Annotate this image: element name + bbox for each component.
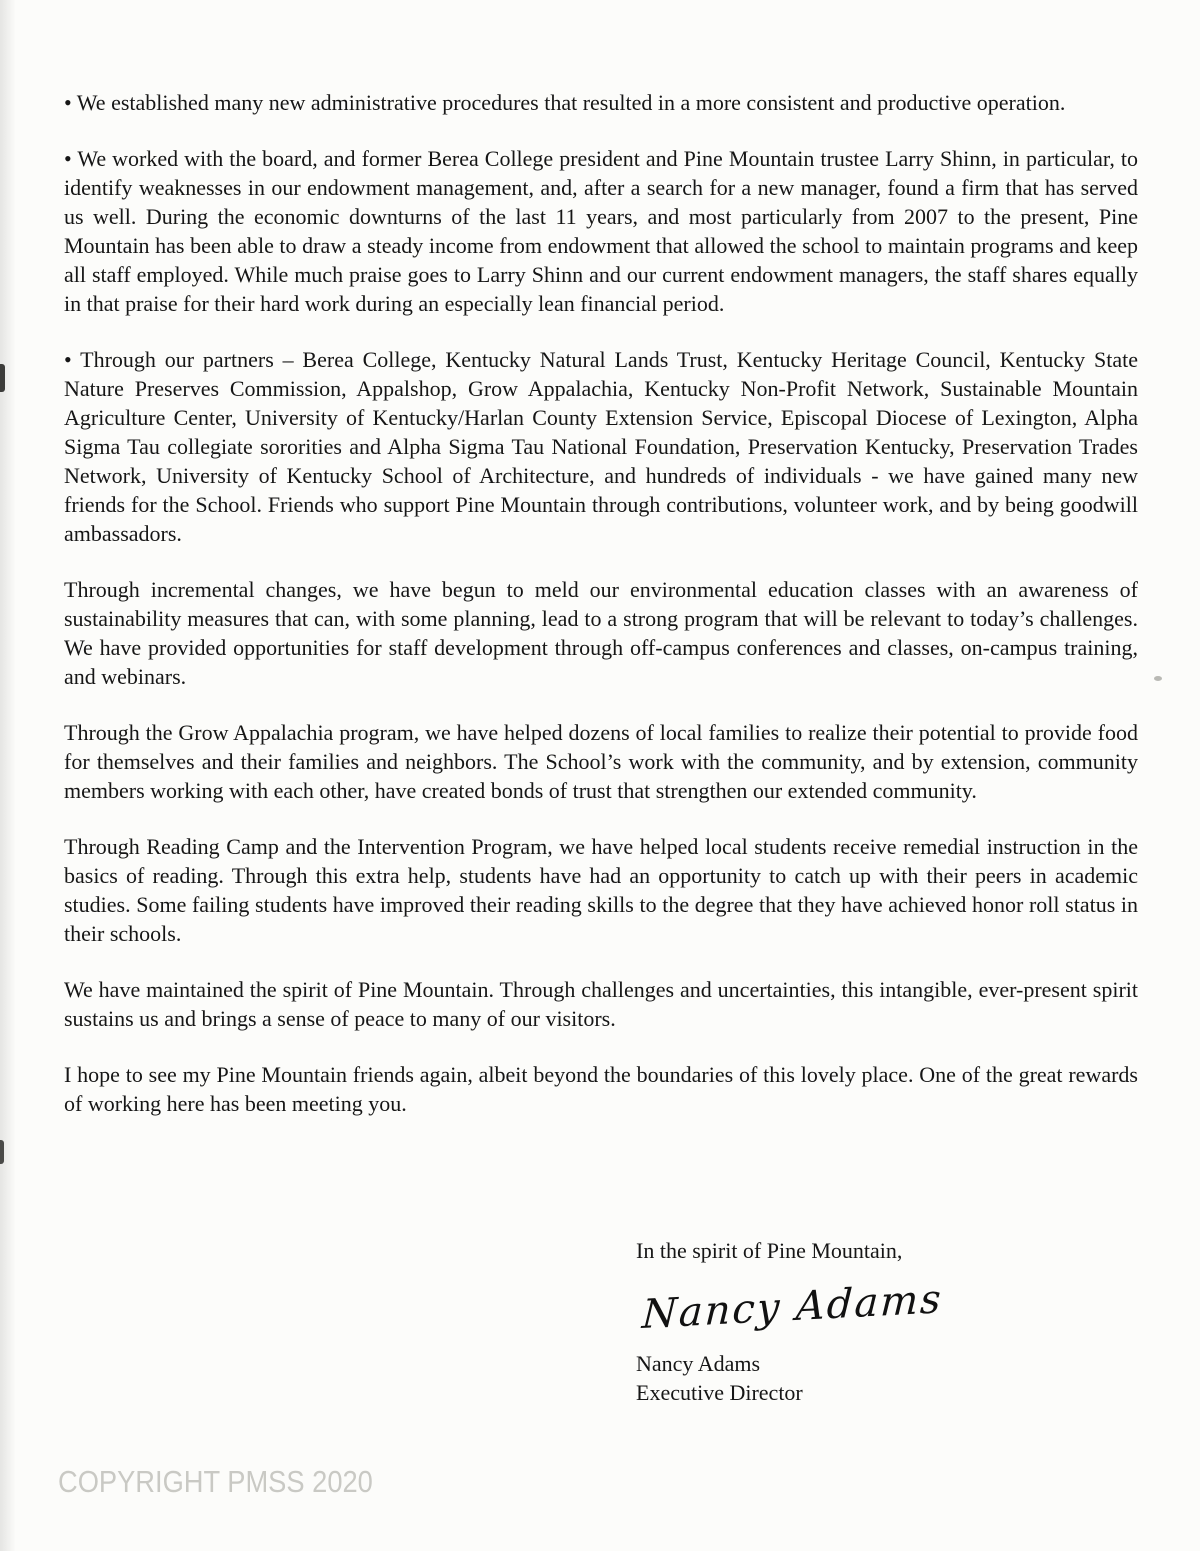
- letter-paragraph: Through Reading Camp and the Intervention Program, we have helped local students receive remedial instruction in the basics of reading. Through this extra help, students have had an opportunity to catch up with their peers in academic studies. Some failing students have improved their reading skills to the degree that they have achieved honor roll status in their schools.: [64, 834, 1138, 946]
- letter-paragraph: Through the Grow Appalachia program, we have helped dozens of local families to realize their potential to provide food for themselves and their families and neighbors. The School’s work with the community, and by extension, community members working with each other, have created bonds of trust that strengthen our extended community.: [64, 720, 1138, 803]
- letter-body: [64, 88, 1138, 1145]
- letter-paragraph: • Through our partners – Berea College, Kentucky Natural Lands Trust, Kentucky Heritage Council, Kentucky State Nature Preserves Commission, Appalshop, Grow Appalachia, Kentucky Non-Profit Network, Sustainable Mountain Agriculture Center, University of Kentucky/Harlan County Extension Service, Episcopal Diocese of Lexington, Alpha Sigma Tau collegiate sororities and Alpha Sigma Tau National Foundation, Preservation Kentucky, Preservation Trades Network, University of Kentucky School of Architecture, and hundreds of individuals - we have gained many new friends for the School. Friends who support Pine Mountain through contributions, volunteer work, and by being goodwill ambassadors.: [64, 347, 1138, 546]
- letter-paragraph: I hope to see my Pine Mountain friends again, albeit beyond the boundaries of this lovely place. One of the great rewards of working here has been meeting you.: [64, 1062, 1138, 1116]
- scan-artifact-speck: [1154, 676, 1162, 681]
- letter-paragraph: • We worked with the board, and former Berea College president and Pine Mountain trustee Larry Shinn, in particular, to identify weaknesses in our endowment management, and, after a search for a new manager, found a firm that has served us well. During the economic downturns of the last 11 years, and most particularly from 2007 to the present, Pine Mountain has been able to draw a steady income from endowment that allowed the school to maintain programs and keep all staff employed. While much praise goes to Larry Shinn and our current endowment managers, the staff shares equally in that praise for their hard work during an especially lean financial period.: [64, 146, 1138, 316]
- scan-artifact-mark: [0, 364, 5, 392]
- handwritten-signature: Nancy Adams: [640, 1276, 944, 1339]
- scan-edge-shadow: [0, 0, 16, 1551]
- letter-paragraph: We have maintained the spirit of Pine Mountain. Through challenges and uncertainties, this intangible, ever-present spirit sustains us and brings a sense of peace to many of our visitors.: [64, 977, 1138, 1031]
- signer-title: Executive Director: [636, 1380, 803, 1405]
- closing-salutation: In the spirit of Pine Mountain,: [636, 1238, 903, 1263]
- closing-block: [636, 1236, 943, 1407]
- scan-artifact-mark: [0, 1140, 4, 1164]
- copyright-watermark: COPYRIGHT PMSS 2020: [58, 1464, 373, 1499]
- letter-paragraph: Through incremental changes, we have begun to meld our environmental education classes with an awareness of sustainability measures that can, with some planning, lead to a strong program that will be relevant to today’s challenges. We have provided opportunities for staff development through off-campus conferences and classes, on-campus training, and webinars.: [64, 577, 1138, 689]
- signer-name: Nancy Adams: [636, 1351, 761, 1376]
- letter-paragraph: • We established many new administrative procedures that resulted in a more consistent and productive operation.: [64, 90, 1066, 115]
